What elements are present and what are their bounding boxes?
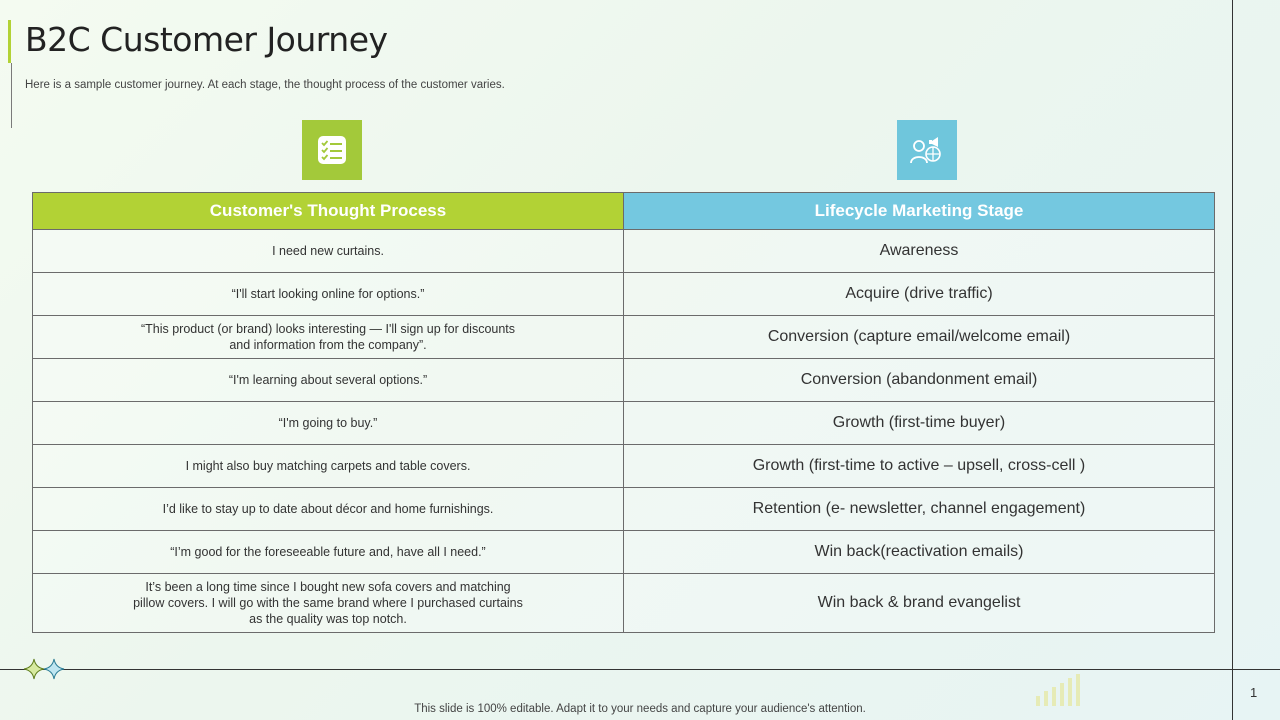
stage-cell: Awareness: [624, 230, 1215, 273]
table-row: [33, 273, 1215, 316]
title-accent-line: [11, 63, 12, 128]
thought-cell: I need new curtains.: [33, 230, 624, 273]
thought-cell: I might also buy matching carpets and table covers.: [33, 445, 624, 488]
table-row: [33, 488, 1215, 531]
table-row: [33, 402, 1215, 445]
checklist-icon: [302, 120, 362, 180]
bottom-border-line: [0, 669, 1280, 670]
stage-cell: Conversion (capture email/welcome email): [624, 316, 1215, 359]
thought-cell: It’s been a long time since I bought new sofa covers and matching pillow covers. I will go with the same brand where I purchased curtains as the quality was top notch.: [33, 574, 624, 633]
thought-cell: “This product (or brand) looks interesting — I'll sign up for discounts and information from the company”.: [33, 316, 624, 359]
stage-cell: Win back(reactivation emails): [624, 531, 1215, 574]
right-border-line: [1232, 0, 1233, 720]
stage-cell: Retention (e- newsletter, channel engagement): [624, 488, 1215, 531]
table-row: [33, 445, 1215, 488]
table-row: [33, 531, 1215, 574]
page-title: B2C Customer Journey: [25, 20, 388, 59]
stage-cell: Acquire (drive traffic): [624, 273, 1215, 316]
stage-cell: Win back & brand evangelist: [624, 574, 1215, 633]
customer-journey-table: [32, 192, 1215, 633]
stage-cell: Growth (first-time buyer): [624, 402, 1215, 445]
thought-cell: “I'm learning about several options.”: [33, 359, 624, 402]
page-subtitle: Here is a sample customer journey. At each stage, the thought process of the customer varies.: [25, 79, 505, 91]
thought-process-header: Customer's Thought Process: [33, 193, 624, 230]
page-number: 1: [1250, 685, 1258, 700]
marketing-person-globe-icon: [897, 120, 957, 180]
table-row: [33, 316, 1215, 359]
title-accent-bar: [8, 20, 11, 63]
lifecycle-stage-header: Lifecycle Marketing Stage: [624, 193, 1215, 230]
table-row: [33, 359, 1215, 402]
footer-note: This slide is 100% editable. Adapt it to your needs and capture your audience's attention.: [414, 703, 866, 715]
thought-cell: I’d like to stay up to date about décor and home furnishings.: [33, 488, 624, 531]
sparkle-icon: [22, 657, 66, 686]
thought-cell: “I'm going to buy.”: [33, 402, 624, 445]
table-row: [33, 230, 1215, 273]
stage-cell: Growth (first-time to active – upsell, cross-cell ): [624, 445, 1215, 488]
table-row: [33, 574, 1215, 633]
thought-cell: “I'll start looking online for options.”: [33, 273, 624, 316]
stage-cell: Conversion (abandonment email): [624, 359, 1215, 402]
thought-cell: “I’m good for the foreseeable future and, have all I need.”: [33, 531, 624, 574]
